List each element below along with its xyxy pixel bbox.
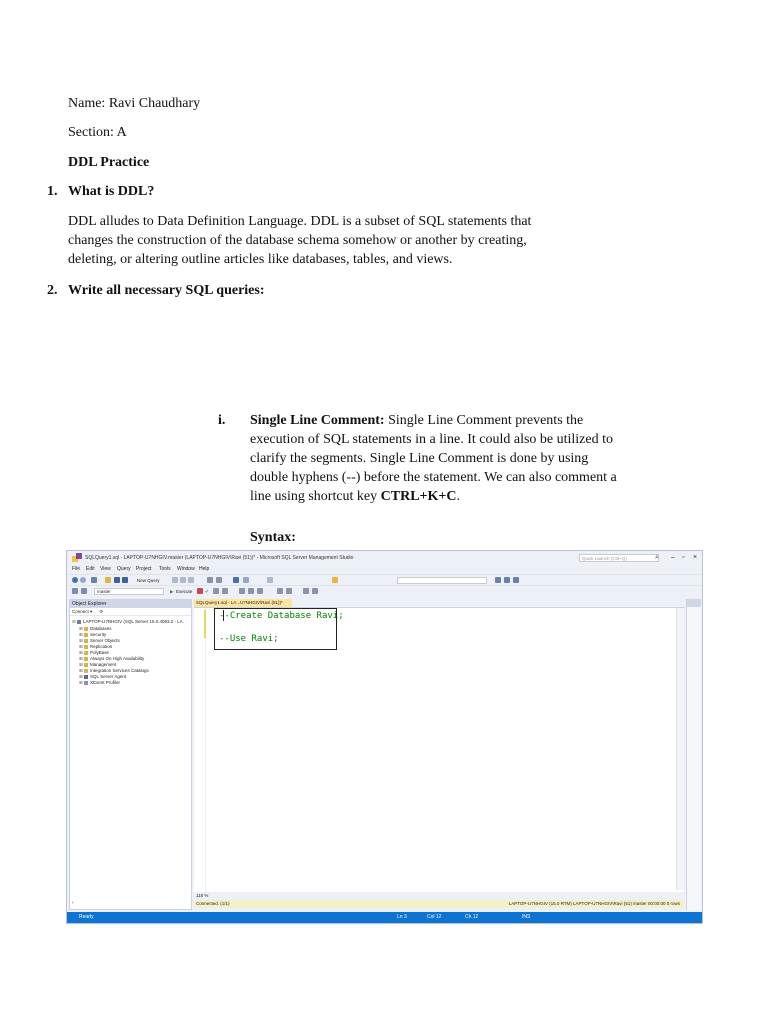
cut-icon[interactable] [207, 577, 213, 583]
stop-icon[interactable] [197, 588, 203, 594]
open-file-icon[interactable] [105, 577, 111, 583]
editor-vertical-scrollbar[interactable] [676, 608, 684, 890]
maximize-button[interactable]: ▫ [682, 554, 685, 561]
item-i-numeral: i. [218, 413, 226, 428]
refresh-icon[interactable]: ⟳ [99, 609, 104, 614]
tree-item-replication[interactable]: ⊞ Replication [79, 644, 113, 649]
question-2-number: 2. [47, 283, 58, 298]
sql-editor-toolbar [67, 585, 702, 596]
status-insert-mode: INS [522, 914, 531, 920]
back-icon[interactable] [72, 577, 78, 583]
display-plan-icon[interactable] [213, 588, 219, 594]
window-title: SQLQuery1.sql - LAPTOP-U7NHGIV.master (LAPTOP-U7NHGIV\Ravi (51))* - Microsoft SQL Server Management Studio [85, 555, 354, 561]
item-i-first-line-rest: Single Line Comment prevents the [384, 413, 584, 428]
title-bar [67, 551, 702, 565]
menu-view[interactable]: View [100, 566, 111, 572]
status-char: Ch 12 [465, 914, 479, 920]
tree-item-security[interactable]: ⊞ Security [79, 632, 107, 637]
folder-icon [84, 639, 88, 643]
quick-launch-input[interactable]: Quick Launch (Ctrl+Q) [579, 554, 659, 562]
menu-window[interactable]: Window [177, 566, 195, 572]
database-select[interactable] [94, 588, 164, 595]
tree-item-always-on[interactable]: ⊞ Always On High Availability [79, 656, 145, 661]
search-icon[interactable]: ⌕ [655, 554, 659, 561]
zoom-level[interactable]: 118 % [194, 892, 684, 900]
item-i-line: double hyphens (--) before the statement. We can also comment a [250, 470, 617, 485]
new-project-icon[interactable] [91, 577, 97, 583]
item-i-line: clarify the segments. Single Line Comment is done by using [250, 451, 589, 466]
name-line: Name: Ravi Chaudhary [68, 96, 201, 111]
redo-icon[interactable] [243, 577, 249, 583]
undo-icon[interactable] [233, 577, 239, 583]
answer-line: changes the construction of the database schema somehow or another by creating, [68, 233, 527, 248]
question-1-answer [68, 212, 588, 269]
syntax-label: Syntax: [250, 530, 296, 545]
properties-icon[interactable] [495, 577, 501, 583]
connection-status-bar [194, 900, 684, 908]
forward-icon[interactable] [80, 577, 86, 583]
question-1-text: What is DDL? [68, 184, 155, 199]
status-bar [67, 912, 702, 923]
tree-item-management[interactable]: ⊞ Management [79, 662, 117, 667]
close-button[interactable]: × [693, 554, 698, 561]
save-all-icon[interactable] [122, 577, 128, 583]
debug-icon[interactable] [332, 577, 338, 583]
ssms-app-icon [72, 553, 82, 563]
last-line-prefix: line using shortcut key [250, 489, 381, 504]
database-select-value: master [97, 589, 111, 594]
folder-icon [84, 633, 88, 637]
editor-tab-strip [194, 599, 686, 607]
menu-query[interactable]: Query [117, 566, 131, 572]
change-marker [204, 610, 206, 638]
tree-item-databases[interactable]: ⊞ Databases [79, 626, 112, 631]
tab-sqlquery1[interactable]: SQLQuery1.sql - LA...U7NHGIV\Ravi (51))* [194, 599, 292, 607]
last-line-suffix: . [456, 489, 461, 504]
server-icon [77, 620, 81, 624]
folder-icon [84, 663, 88, 667]
item-i-body [250, 411, 670, 506]
comment-icon[interactable] [277, 588, 283, 594]
connection-info: LAPTOP-U7NHGIV (15.0 RTM) LAPTOP-U7NHGIV\Ravi (51) master 00:00:00 0 rows [508, 901, 680, 906]
item-i-line: execution of SQL statements in a line. It could also be utilized to [250, 432, 614, 447]
solution-config-icon[interactable] [267, 577, 273, 583]
status-line: Ln 3 [397, 914, 407, 920]
item-i-last-line [250, 487, 670, 506]
menu-project[interactable]: Project [136, 566, 152, 572]
copy-icon[interactable] [216, 577, 222, 583]
query-type-icon[interactable] [188, 577, 194, 583]
tree-server-node[interactable]: ⊟ LAPTOP-U7NHGIV (SQL Server 15.0.4083.2 - LA [72, 619, 183, 624]
results-file-icon[interactable] [257, 588, 263, 594]
menu-edit[interactable]: Edit [86, 566, 95, 572]
agent-icon [84, 675, 88, 679]
solution-platform-dropdown[interactable] [397, 577, 487, 584]
execute-icon[interactable]: ▶ [170, 589, 174, 594]
shortcut-key: CTRL+K+C [380, 489, 457, 504]
answer-line: DDL alludes to Data Definition Language. DDL is a subset of SQL statements that [68, 214, 532, 229]
code-line-create-database: --Create Database Ravi; [219, 611, 344, 621]
item-i-heading: Single Line Comment: [250, 413, 385, 428]
object-explorer-toolbar [70, 608, 191, 616]
code-line-use-database: --Use Ravi; [219, 634, 279, 644]
object-explorer-title: Object Explorer [70, 600, 191, 608]
tree-item-polybase[interactable]: ⊞ PolyBase [79, 650, 110, 655]
question-1-number: 1. [47, 184, 58, 199]
tree-item-sql-server-agent[interactable]: ⊞ SQL Server Agent [79, 674, 127, 679]
folder-icon [84, 669, 88, 673]
save-icon[interactable] [114, 577, 120, 583]
highlighted-code-box [214, 608, 344, 650]
options-icon[interactable] [513, 577, 519, 583]
folder-icon [84, 645, 88, 649]
editor-gutter [194, 608, 206, 892]
toolbox-icon[interactable] [504, 577, 510, 583]
item-i-first-line [250, 411, 670, 430]
indent-icon[interactable] [303, 588, 309, 594]
answer-line: deleting, or altering outline articles like databases, tables, and views. [68, 252, 453, 267]
menu-bar [67, 565, 702, 574]
connect-dropdown[interactable]: Connect ▾ [72, 609, 93, 614]
query-options-icon[interactable] [222, 588, 228, 594]
connect-icon[interactable] [72, 588, 78, 594]
new-query-button[interactable]: New Query [137, 578, 160, 583]
minimize-button[interactable]: – [671, 554, 675, 561]
menu-help[interactable]: Help [199, 566, 210, 572]
query-type-icon[interactable] [172, 577, 178, 583]
menu-file[interactable]: File [72, 566, 81, 572]
status-ready: Ready [79, 914, 94, 920]
execute-button[interactable]: Execute [176, 589, 193, 594]
parse-icon[interactable]: ✔ [205, 589, 209, 594]
question-2-text: Write all necessary SQL queries: [68, 283, 265, 298]
menu-tools[interactable]: Tools [159, 566, 171, 572]
section-line: Section: A [68, 125, 127, 140]
ssms-screenshot [66, 550, 703, 924]
outdent-icon[interactable] [312, 588, 318, 594]
results-grid-icon[interactable] [248, 588, 254, 594]
status-column: Col 12 [427, 914, 442, 920]
scroll-left-icon[interactable]: ‹ [72, 900, 74, 906]
results-to-icon[interactable] [239, 588, 245, 594]
query-type-icon[interactable] [180, 577, 186, 583]
tree-item-server-objects[interactable]: ⊞ Server Objects [79, 638, 120, 643]
tree-item-integration-services[interactable]: ⊞ Integration Services Catalogs [79, 668, 149, 673]
properties-panel [686, 599, 701, 910]
folder-icon [84, 651, 88, 655]
uncomment-icon[interactable] [286, 588, 292, 594]
tree-item-xevent-profiler[interactable]: ⊞ XEvent Profiler [79, 680, 121, 685]
connected-status: Connected. (1/1) [196, 901, 230, 906]
folder-icon [84, 627, 88, 631]
profiler-icon [84, 681, 88, 685]
object-explorer-panel [69, 599, 192, 910]
document-title: DDL Practice [68, 155, 150, 170]
folder-icon [84, 657, 88, 661]
standard-toolbar [67, 574, 702, 585]
change-connection-icon[interactable] [81, 588, 87, 594]
properties-panel-header [687, 599, 701, 607]
